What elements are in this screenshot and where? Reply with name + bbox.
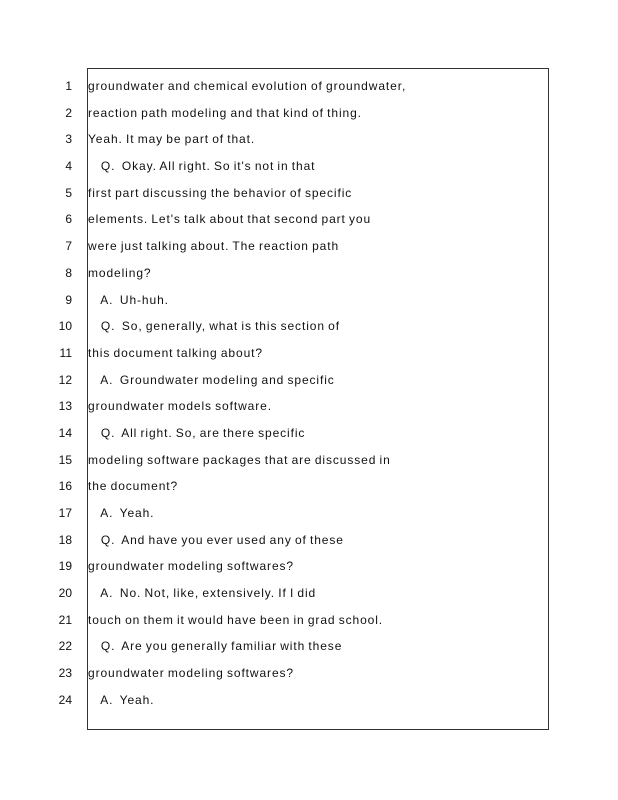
line-text: A. Yeah.	[88, 692, 155, 707]
line-number: 8	[65, 265, 72, 280]
line-number: 10	[58, 319, 72, 334]
transcript-line	[0, 367, 618, 394]
line-number: 22	[58, 639, 72, 654]
line-number: 18	[58, 532, 72, 547]
line-number: 6	[65, 212, 72, 227]
line-number: 1	[65, 79, 72, 93]
line-text: this document talking about?	[88, 345, 263, 360]
line-text: the document?	[88, 479, 179, 494]
line-number: 14	[58, 425, 72, 440]
transcript-line	[0, 633, 618, 660]
transcript-line	[0, 473, 618, 500]
line-number: 7	[65, 239, 72, 254]
line-number: 17	[58, 506, 72, 520]
line-number: 23	[58, 666, 72, 681]
line-text: Q. Okay. All right. So it's not in that	[88, 159, 316, 174]
line-text: groundwater modeling softwares?	[88, 559, 294, 574]
line-text: touch on them it would have been in grad school.	[88, 612, 384, 627]
transcript-line	[0, 580, 618, 607]
line-text: A. Uh-huh.	[88, 292, 169, 307]
line-text: groundwater and chemical evolution of groundwater,	[88, 79, 407, 93]
transcript-line	[0, 180, 618, 207]
transcript-line	[0, 687, 618, 714]
transcript-lines	[0, 73, 618, 714]
transcript-line	[0, 233, 618, 260]
transcript-line	[0, 206, 618, 233]
line-number: 24	[58, 692, 72, 707]
line-text: Yeah. It may be part of that.	[88, 132, 256, 147]
transcript-line	[0, 100, 618, 127]
line-number: 19	[58, 559, 72, 574]
line-text: Q. And have you ever used any of these	[88, 532, 344, 547]
line-number: 5	[65, 185, 72, 200]
line-text: were just talking about. The reaction path	[88, 239, 340, 254]
line-text: Q. Are you generally familiar with these	[88, 639, 343, 654]
line-number: 11	[59, 345, 72, 360]
transcript-line	[0, 553, 618, 580]
line-number: 2	[65, 105, 72, 120]
line-text: modeling?	[88, 265, 152, 280]
line-text: Q. All right. So, are there specific	[88, 425, 306, 440]
transcript-line	[0, 420, 618, 447]
transcript-line	[0, 260, 618, 287]
transcript-line	[0, 500, 618, 527]
line-text: first part discussing the behavior of specific	[88, 185, 353, 200]
line-number: 4	[65, 159, 72, 174]
transcript-line	[0, 340, 618, 367]
line-text: elements. Let's talk about that second part you	[88, 212, 372, 227]
line-text: A. Groundwater modeling and specific	[88, 372, 335, 387]
transcript-line	[0, 447, 618, 474]
line-text: groundwater models software.	[88, 399, 272, 414]
transcript-line	[0, 527, 618, 554]
line-number: 21	[58, 612, 72, 627]
transcript-line	[0, 287, 618, 314]
line-number: 3	[65, 132, 72, 147]
transcript-line	[0, 660, 618, 687]
transcript-line	[0, 393, 618, 420]
line-number: 20	[58, 586, 72, 601]
line-text: groundwater modeling softwares?	[88, 666, 294, 681]
transcript-line	[0, 73, 618, 100]
transcript-line	[0, 126, 618, 153]
line-number: 16	[58, 479, 72, 494]
line-number: 13	[58, 399, 72, 414]
transcript-line	[0, 153, 618, 180]
transcript-line	[0, 313, 618, 340]
line-text: Q. So, generally, what is this section of	[88, 319, 340, 334]
line-text: modeling software packages that are discussed in	[88, 452, 391, 467]
line-number: 12	[58, 372, 72, 387]
line-number: 9	[65, 292, 72, 307]
line-text: A. Yeah.	[88, 506, 155, 520]
line-text: reaction path modeling and that kind of thing.	[88, 105, 362, 120]
transcript-line	[0, 607, 618, 634]
line-number: 15	[58, 452, 72, 467]
line-text: A. No. Not, like, extensively. If I did	[88, 586, 317, 601]
